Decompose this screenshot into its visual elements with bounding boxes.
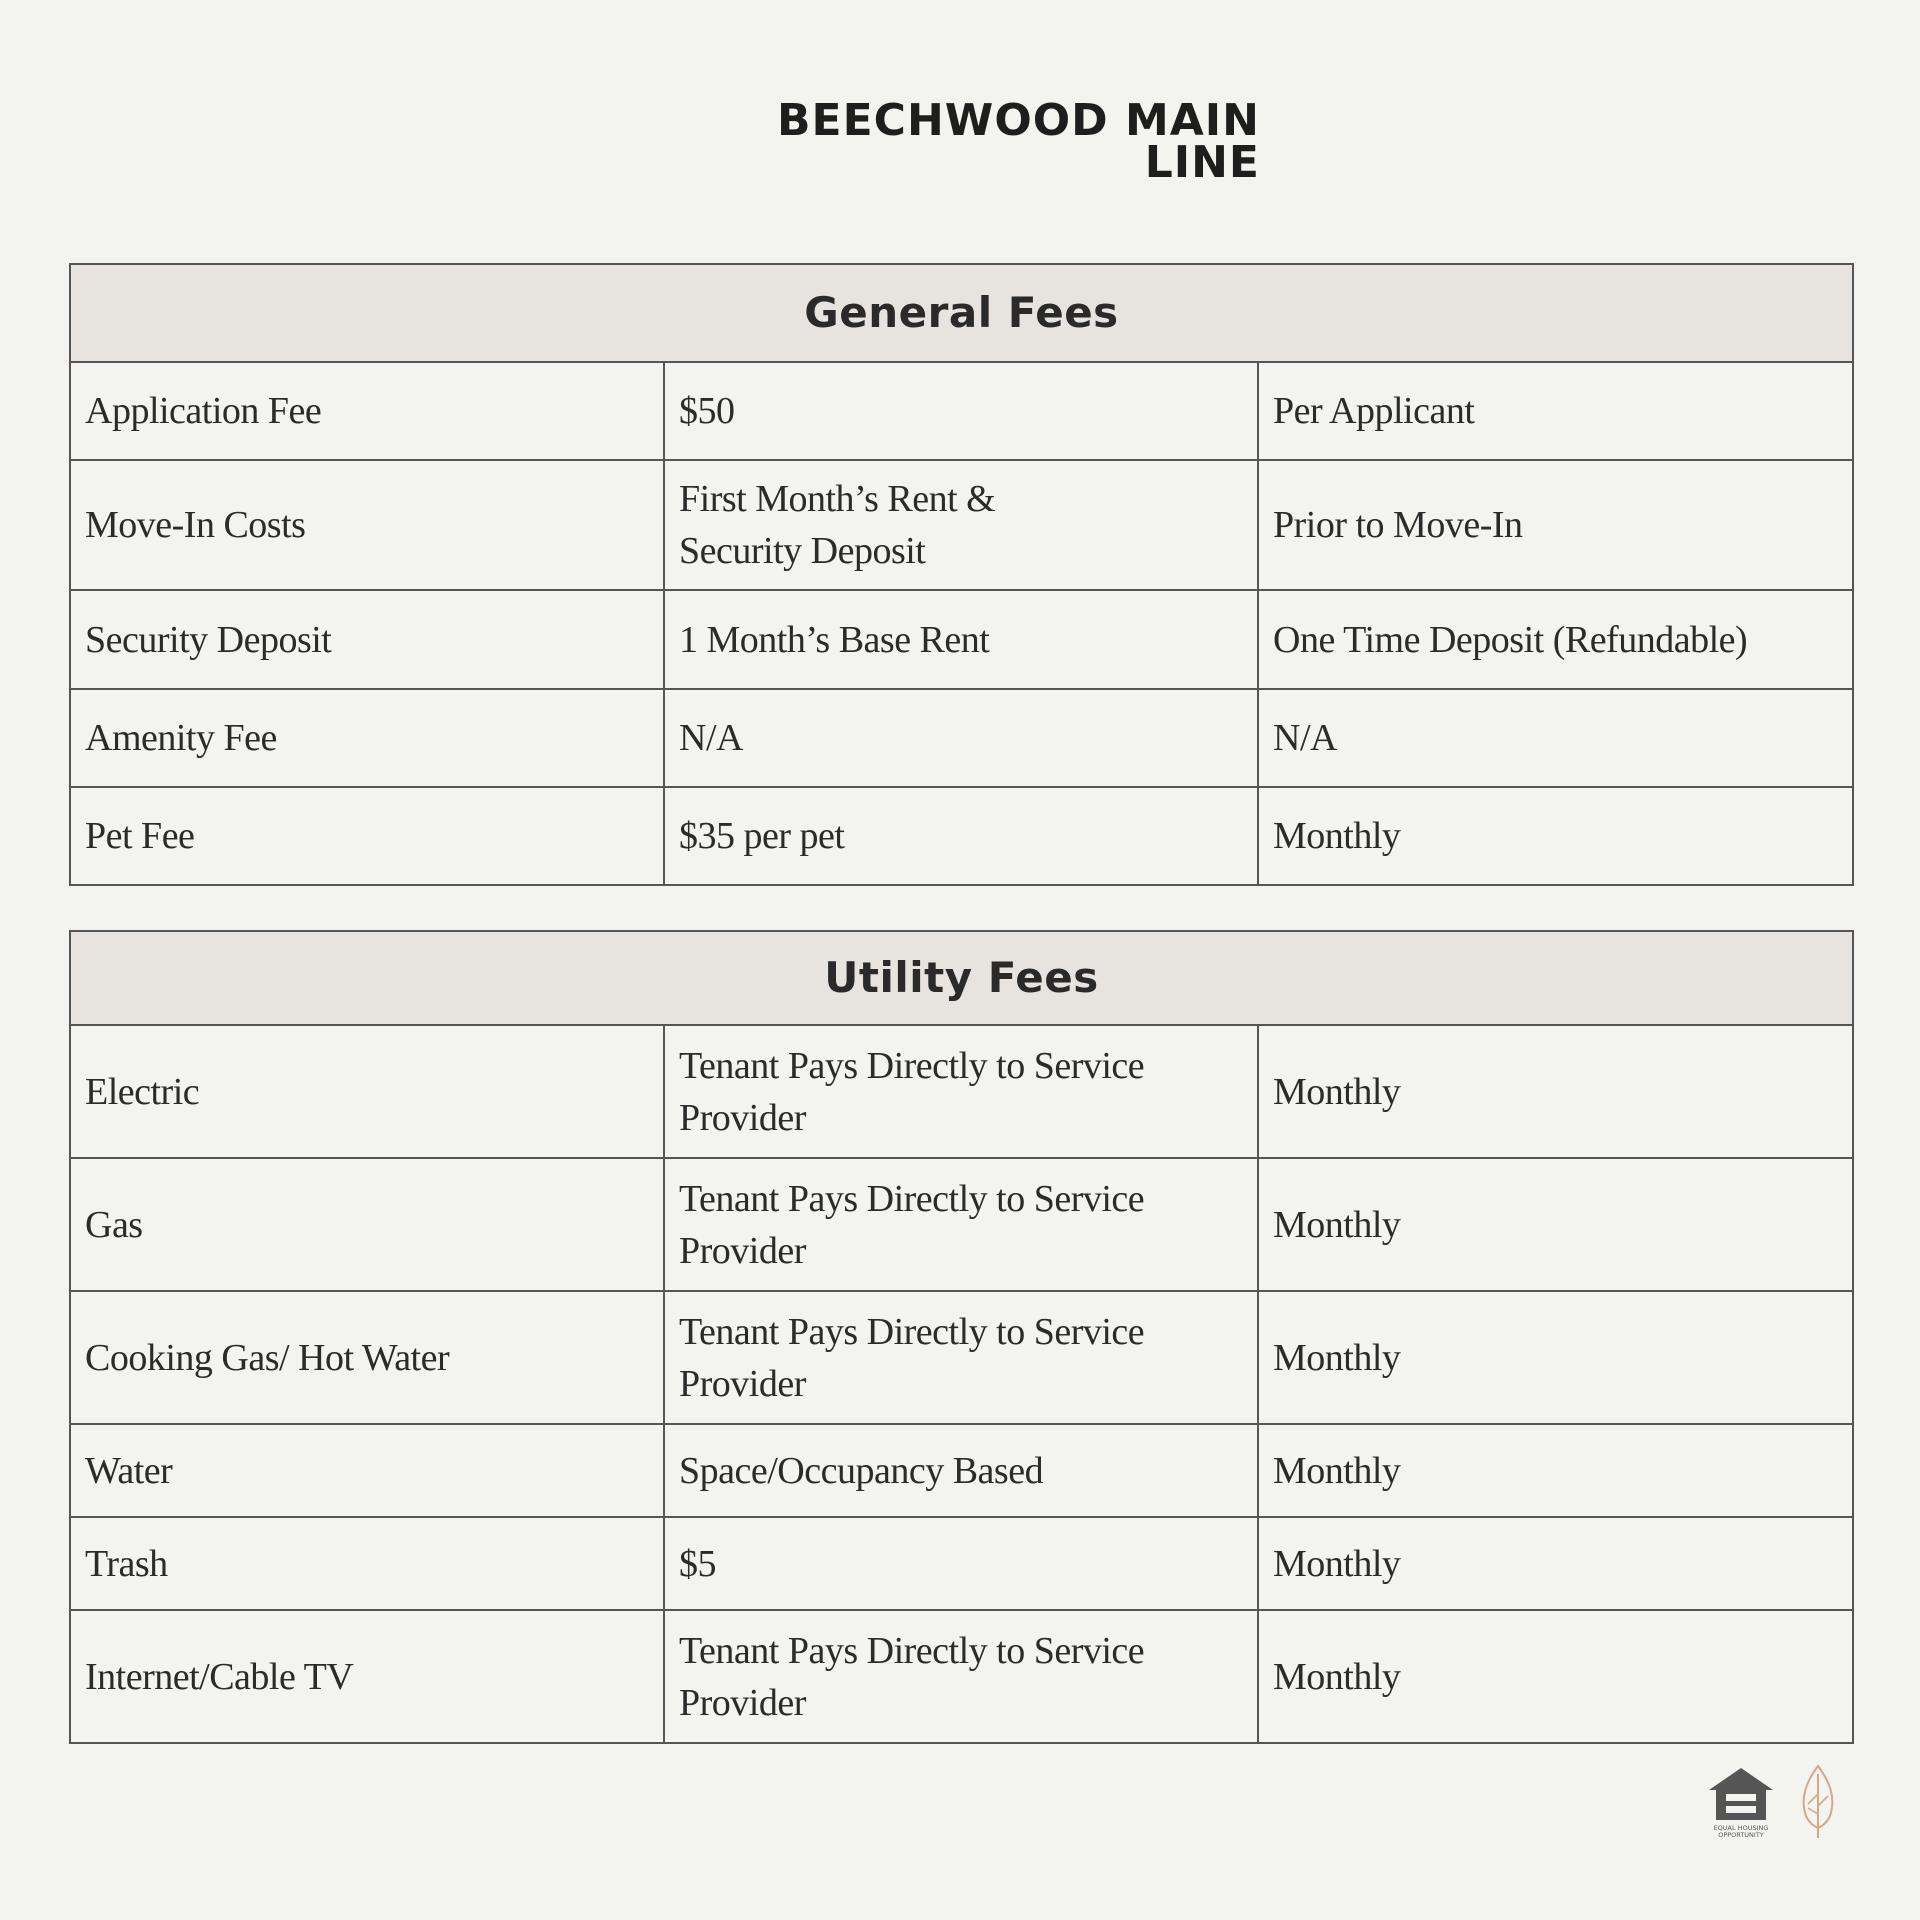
fee-amount: 1 Month’s Base Rent (664, 590, 1258, 689)
table-row (70, 1025, 1853, 1158)
fee-amount-line-2: Provider (679, 1229, 806, 1272)
fee-item: Move-In Costs (70, 460, 664, 590)
fee-frequency: Monthly (1258, 1291, 1853, 1424)
fee-frequency: Monthly (1258, 1025, 1853, 1158)
table-row (70, 460, 1853, 590)
fee-amount (664, 1158, 1258, 1291)
fee-amount (664, 1025, 1258, 1158)
fee-amount (664, 1610, 1258, 1743)
fee-amount-line-2: Provider (679, 1681, 806, 1724)
utility-fees-heading: Utility Fees (70, 931, 1853, 1025)
fee-frequency: Monthly (1258, 1424, 1853, 1517)
page-title (660, 95, 1260, 188)
fee-amount: $5 (664, 1517, 1258, 1610)
fee-amount-line-1: First Month’s Rent & (679, 478, 996, 520)
fee-item: Application Fee (70, 362, 664, 460)
table-row (70, 1517, 1853, 1610)
fee-frequency: One Time Deposit (Refundable) (1258, 590, 1853, 689)
title-line-2: LINE (1144, 137, 1260, 188)
fee-item: Trash (70, 1517, 664, 1610)
utility-fees-table (69, 930, 1854, 1744)
fee-item: Electric (70, 1025, 664, 1158)
table-row (70, 590, 1853, 689)
fee-amount-line-1: Tenant Pays Directly to Service (679, 1629, 1145, 1672)
fee-amount (664, 1291, 1258, 1424)
fee-item: Gas (70, 1158, 664, 1291)
table-row (70, 362, 1853, 460)
fee-amount-line-2: Provider (679, 1362, 806, 1405)
fee-amount: N/A (664, 689, 1258, 787)
equal-housing-icon (1706, 1762, 1776, 1840)
fee-item: Internet/Cable TV (70, 1610, 664, 1743)
fee-frequency: N/A (1258, 689, 1853, 787)
fee-amount-line-1: Tenant Pays Directly to Service (679, 1177, 1145, 1220)
fee-amount: Space/Occupancy Based (664, 1424, 1258, 1517)
fee-frequency: Monthly (1258, 1610, 1853, 1743)
fee-amount-line-1: Tenant Pays Directly to Service (679, 1310, 1145, 1353)
table-row (70, 1291, 1853, 1424)
general-fees-table (69, 263, 1854, 886)
fee-item: Pet Fee (70, 787, 664, 885)
fee-amount: $35 per pet (664, 787, 1258, 885)
fee-amount-line-2: Security Deposit (679, 530, 926, 572)
fee-frequency: Prior to Move-In (1258, 460, 1853, 590)
fee-frequency: Monthly (1258, 1158, 1853, 1291)
table-row (70, 1610, 1853, 1743)
footer-logos (1706, 1762, 1840, 1840)
fee-frequency: Monthly (1258, 787, 1853, 885)
fee-item: Amenity Fee (70, 689, 664, 787)
fee-amount-line-2: Provider (679, 1096, 806, 1139)
title-line-1: BEECHWOOD MAIN (777, 95, 1260, 146)
general-fees-heading: General Fees (70, 264, 1853, 362)
fee-amount (664, 460, 1258, 590)
table-row (70, 1158, 1853, 1291)
fee-amount: $50 (664, 362, 1258, 460)
table-row (70, 689, 1853, 787)
fee-item: Water (70, 1424, 664, 1517)
table-row (70, 787, 1853, 885)
eho-text-line-2: OPPORTUNITY (1718, 1831, 1764, 1839)
leaf-logo-icon (1796, 1764, 1840, 1840)
fee-item: Security Deposit (70, 590, 664, 689)
fee-frequency: Per Applicant (1258, 362, 1853, 460)
fee-frequency: Monthly (1258, 1517, 1853, 1610)
eho-text-line-1: EQUAL HOUSING (1713, 1824, 1769, 1832)
table-row (70, 1424, 1853, 1517)
fee-item: Cooking Gas/ Hot Water (70, 1291, 664, 1424)
fee-amount-line-1: Tenant Pays Directly to Service (679, 1044, 1145, 1087)
